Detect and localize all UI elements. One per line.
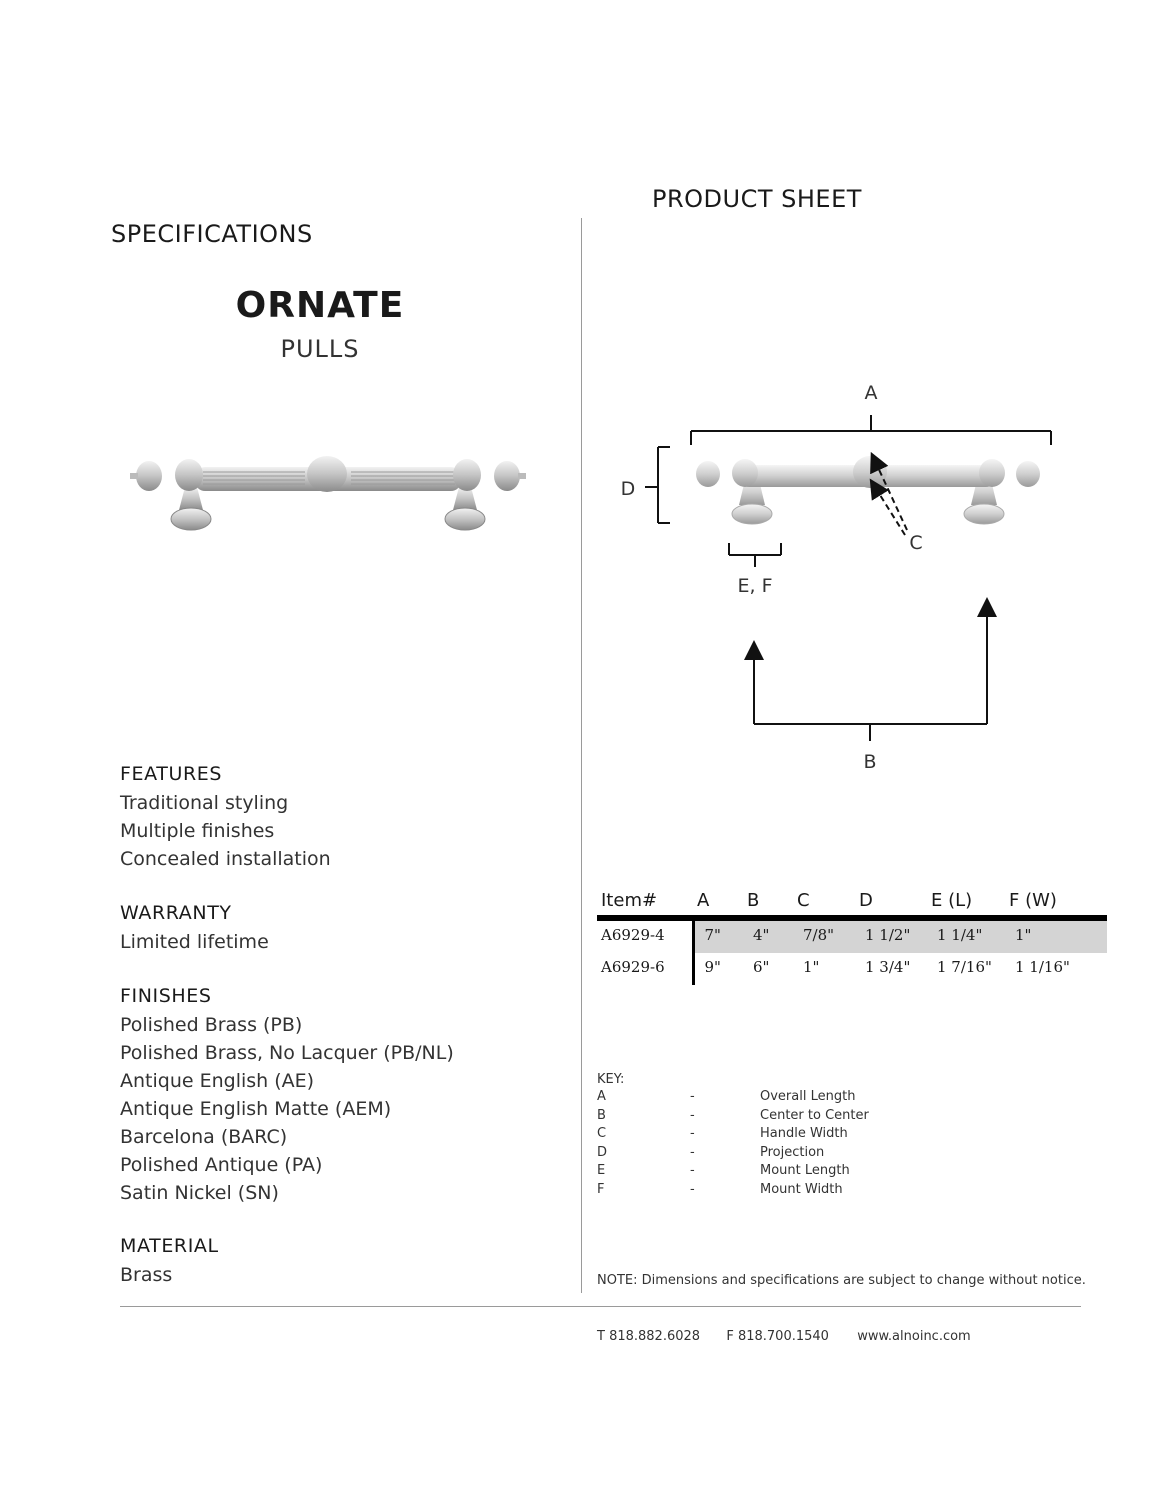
col-d: D — [855, 890, 927, 918]
key-dash: - — [690, 1107, 695, 1123]
key-dash: - — [690, 1126, 695, 1141]
key-letter: A — [597, 1089, 606, 1104]
feature-item: Multiple finishes — [120, 820, 275, 842]
website-link[interactable]: www.alnoinc.com — [857, 1329, 971, 1344]
key-letter: F — [597, 1181, 605, 1197]
key-meaning: Mount Width — [760, 1181, 843, 1197]
label-d: D — [620, 478, 636, 500]
key-meaning: Projection — [760, 1144, 825, 1160]
bracket-ef — [729, 543, 781, 567]
finish-item: Satin Nickel (SN) — [120, 1182, 279, 1204]
label-ef: E, F — [737, 575, 773, 597]
key-letter: D — [597, 1144, 608, 1160]
col-f: F (W) — [1005, 890, 1107, 918]
key-meaning: Handle Width — [760, 1126, 848, 1141]
key-legend — [597, 1072, 897, 1200]
col-a: A — [693, 890, 743, 918]
center-knuckle — [307, 456, 347, 492]
table-row — [597, 953, 1107, 985]
specifications-heading: SPECIFICATIONS — [111, 220, 313, 248]
warranty-item: Limited lifetime — [120, 931, 269, 953]
col-item: Item# — [597, 890, 693, 918]
left-collar — [175, 459, 203, 491]
finishes-heading: FINISHES — [120, 985, 212, 1007]
product-sheet-heading: PRODUCT SHEET — [652, 185, 862, 213]
key-meaning: Center to Center — [760, 1107, 869, 1123]
col-e: E (L) — [927, 890, 1005, 918]
key-row — [597, 1182, 897, 1201]
right-mount — [445, 487, 485, 530]
cell-d: 1 3/4" — [865, 958, 911, 976]
label-a: A — [864, 382, 878, 404]
cell-c: 1" — [803, 958, 820, 976]
cell-c: 7/8" — [793, 918, 855, 953]
key-letter: C — [597, 1126, 607, 1141]
table-header-row — [597, 890, 1107, 918]
key-meaning: Overall Length — [760, 1089, 856, 1104]
material-section — [120, 1235, 219, 1289]
cell-d: 1 1/2" — [855, 918, 927, 953]
table-row — [597, 918, 1107, 953]
diagram-pull — [696, 456, 1040, 524]
features-heading: FEATURES — [120, 763, 223, 785]
dimension-diagram — [600, 375, 1100, 785]
label-b: B — [863, 751, 877, 773]
key-letter: B — [597, 1107, 606, 1123]
product-title: ORNATE — [235, 285, 405, 326]
cell-item: A6929-4 — [597, 918, 693, 953]
cell-f: 1" — [1005, 918, 1107, 953]
material-heading: MATERIAL — [120, 1235, 219, 1257]
key-row — [597, 1163, 897, 1182]
cell-f: 1 1/16" — [1015, 958, 1070, 976]
bracket-a — [691, 415, 1051, 445]
key-row — [597, 1145, 897, 1164]
fax-number: F 818.700.1540 — [726, 1329, 829, 1344]
material-item: Brass — [120, 1264, 173, 1286]
disclaimer-note: NOTE: Dimensions and specifications are subject to change without notice. — [597, 1273, 1086, 1288]
finish-item: Antique English Matte (AEM) — [120, 1098, 392, 1120]
warranty-section — [120, 902, 269, 956]
cell-a: 7" — [693, 918, 743, 953]
left-finial — [136, 461, 162, 491]
key-meaning: Mount Length — [760, 1163, 850, 1178]
right-collar — [453, 459, 481, 491]
phone-number: T 818.882.6028 — [597, 1329, 701, 1344]
column-divider — [581, 218, 582, 1293]
cell-e: 1 1/4" — [927, 918, 1005, 953]
col-c: C — [793, 890, 855, 918]
finishes-section — [120, 985, 454, 1207]
product-subtitle: PULLS — [280, 335, 360, 363]
key-dash: - — [690, 1144, 695, 1160]
cell-item: A6929-6 — [597, 953, 693, 985]
right-finial — [494, 461, 520, 491]
spec-table — [597, 890, 1107, 985]
bracket-d — [645, 447, 670, 523]
key-dash: - — [690, 1163, 695, 1178]
key-dash: - — [690, 1181, 695, 1197]
finish-item: Polished Brass (PB) — [120, 1014, 303, 1036]
warranty-heading: WARRANTY — [120, 902, 232, 924]
key-row — [597, 1089, 897, 1108]
key-dash: - — [690, 1089, 695, 1104]
key-row — [597, 1126, 897, 1145]
feature-item: Concealed installation — [120, 848, 331, 870]
label-c: C — [909, 532, 923, 554]
pull-photo — [125, 445, 535, 540]
cell-a: 9" — [704, 958, 721, 976]
cell-e: 1 7/16" — [937, 958, 992, 976]
contact-footer — [597, 1329, 971, 1344]
finish-item: Antique English (AE) — [120, 1070, 315, 1092]
finish-item: Polished Antique (PA) — [120, 1154, 323, 1176]
features-section — [120, 763, 331, 873]
cell-b: 4" — [743, 918, 793, 953]
cell-b: 6" — [753, 958, 770, 976]
key-heading: KEY: — [597, 1072, 625, 1087]
key-row — [597, 1108, 897, 1127]
bracket-b — [754, 607, 987, 741]
col-b: B — [743, 890, 793, 918]
left-mount — [171, 487, 211, 530]
feature-item: Traditional styling — [120, 792, 289, 814]
footer-divider — [120, 1306, 1081, 1307]
finish-item: Polished Brass, No Lacquer (PB/NL) — [120, 1042, 454, 1064]
finish-item: Barcelona (BARC) — [120, 1126, 288, 1148]
key-letter: E — [597, 1163, 606, 1178]
